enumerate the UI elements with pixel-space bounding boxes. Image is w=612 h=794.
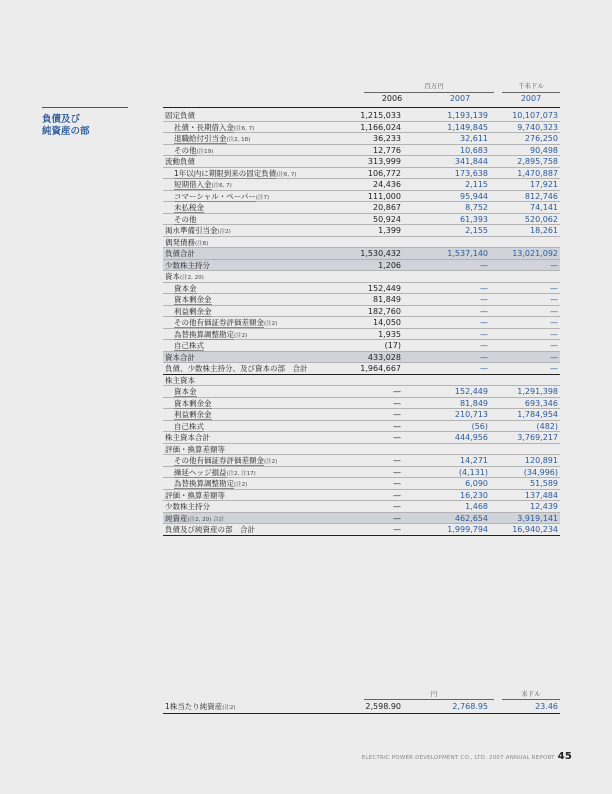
row-label: その他有価証券評価差額金(注2) [174, 318, 278, 327]
value-2007-yen: 14,271 [460, 456, 488, 465]
value-2007-yen: (4,131) [458, 467, 488, 477]
value-2007-usd: 2,895,758 [517, 157, 558, 166]
table-row [163, 467, 560, 479]
value-2006: 1,964,667 [360, 364, 401, 373]
value-2007-usd: 90,498 [530, 145, 558, 155]
row-label: 負債、少数株主持分、及び資本の部 合計 [165, 364, 308, 373]
value-2007-usd: 18,261 [530, 226, 558, 235]
table-row [163, 363, 560, 375]
table-row [163, 248, 560, 260]
value-2007-usd: — [550, 329, 558, 339]
page-footer [362, 751, 572, 762]
value-2007-usd: 137,484 [524, 490, 558, 500]
value-2007-yen: 32,611 [460, 134, 488, 143]
table-row [163, 122, 560, 134]
per-share-unit-yen: 円 [430, 690, 438, 698]
value-2007-usd: 520,062 [524, 214, 558, 224]
value-2007-yen: 8,752 [465, 203, 488, 212]
value-2006: 14,050 [373, 318, 401, 327]
value-2006: 24,436 [373, 180, 401, 189]
section-title-line-1: 負債及び [42, 114, 81, 125]
value-2007-usd: 51,589 [530, 479, 558, 488]
value-2007-yen: 2,115 [465, 180, 488, 189]
value-2007-yen: — [480, 295, 488, 304]
value-2007-usd: 17,921 [530, 180, 558, 189]
row-label: 社債・長期借入金(注6, 7) [174, 122, 255, 132]
value-2007-usd: 74,141 [530, 203, 558, 212]
value-2007-yen: — [480, 306, 488, 316]
value-2006: 1,399 [378, 226, 401, 235]
table-row [163, 145, 560, 157]
value-2006: 12,776 [373, 145, 401, 155]
table-row [163, 432, 560, 444]
value-2007-yen: (56) [471, 421, 488, 431]
value-2007-usd: — [550, 364, 558, 373]
value-2007-yen: 173,638 [454, 168, 488, 178]
row-label: 繰延ヘッジ損益(注2, 注17) [174, 467, 256, 477]
table-row [163, 317, 560, 329]
value-2006: 1,166,024 [360, 122, 401, 132]
row-label: 株主資本合計 [165, 433, 210, 442]
row-label: 流動負債 [165, 157, 195, 166]
per-share-2006: 2,598.90 [365, 702, 401, 711]
value-2006: 106,772 [367, 168, 401, 178]
value-2007-yen: 152,449 [454, 387, 488, 396]
value-2007-usd: 16,940,234 [512, 525, 558, 534]
table-row [163, 409, 560, 421]
value-2007-yen: 10,683 [460, 145, 488, 155]
table-row [163, 283, 560, 295]
value-2007-yen: 81,849 [460, 398, 488, 408]
row-label: 1年以内に期限到来の固定負債(注6, 7) [174, 168, 297, 178]
value-2007-yen: 1,468 [465, 502, 488, 511]
row-label: 渇水準備引当金(注2) [165, 226, 231, 235]
table-row [163, 478, 560, 490]
row-label: 短期借入金(注6, 7) [174, 180, 232, 189]
row-label: 評価・換算差額等 [165, 444, 225, 454]
value-2006: — [393, 410, 401, 419]
value-2007-usd: — [550, 341, 558, 350]
row-label: 退職給付引当金(注2, 18) [174, 134, 251, 143]
value-2006: 152,449 [367, 283, 401, 293]
unit-yen-rule [364, 92, 494, 93]
header-rule [163, 107, 560, 108]
page-number: 45 [557, 751, 572, 762]
value-2006: — [393, 387, 401, 396]
per-share-2007-usd: 23.46 [535, 702, 558, 711]
value-2007-usd: 1,470,887 [517, 168, 558, 178]
row-label: 評価・換算差額等 [165, 490, 225, 500]
value-2007-usd: 10,107,073 [512, 111, 558, 120]
value-2007-usd: — [550, 260, 558, 270]
value-2007-usd: — [550, 352, 558, 362]
table-row [163, 352, 560, 364]
row-label: 負債合計 [165, 249, 195, 258]
year-2007-yen-header: 2007 [449, 94, 471, 103]
value-2007-usd: 1,291,398 [517, 387, 558, 396]
per-share-row [163, 700, 560, 714]
value-2007-usd: 693,346 [524, 398, 558, 408]
row-label: 自己株式 [174, 421, 204, 431]
value-2007-usd: 3,919,141 [517, 513, 558, 523]
table-row [163, 375, 560, 387]
table-row [163, 421, 560, 433]
row-label: 少数株主持分 [165, 502, 210, 511]
value-2007-yen: 1,149,845 [447, 122, 488, 132]
unit-usd-header: 千米ドル [518, 82, 544, 90]
table-row [163, 501, 560, 513]
value-2006: — [393, 525, 401, 534]
table-row [163, 191, 560, 203]
value-2006: — [393, 502, 401, 511]
value-2006: 36,233 [373, 134, 401, 143]
value-2006: — [393, 421, 401, 431]
value-2007-yen: 210,713 [454, 410, 488, 419]
row-label: 資本剰余金 [174, 295, 212, 304]
row-label: その他(注19) [174, 145, 214, 155]
table-row [163, 455, 560, 467]
value-2007-yen: — [480, 318, 488, 327]
table-row [163, 398, 560, 410]
value-2007-yen: — [480, 329, 488, 339]
value-2007-yen: — [480, 352, 488, 362]
value-2007-usd: 276,250 [524, 134, 558, 143]
table-row [163, 329, 560, 341]
value-2007-usd: 1,784,954 [517, 410, 558, 419]
value-2006: 50,924 [373, 214, 401, 224]
value-2007-yen: — [480, 260, 488, 270]
value-2007-usd: — [550, 318, 558, 327]
row-label: コマーシャル・ペーパー(注7) [174, 191, 270, 201]
value-2006: — [393, 456, 401, 465]
value-2006: 433,028 [367, 352, 401, 362]
value-2006: 111,000 [367, 191, 401, 201]
row-label: 利益剰余金 [174, 410, 212, 419]
row-label: 資本(注2, 20) [165, 272, 204, 281]
table-row [163, 340, 560, 352]
value-2006: 1,530,432 [360, 249, 401, 258]
value-2007-yen: 95,944 [460, 191, 488, 201]
row-label: 少数株主持分 [165, 260, 210, 270]
value-2006: — [393, 479, 401, 488]
table-row [163, 110, 560, 122]
year-2006-header: 2006 [381, 94, 403, 103]
value-2007-yen: 61,393 [460, 214, 488, 224]
row-label: 偶発債務(注8) [165, 237, 209, 247]
value-2007-usd: (34,996) [523, 467, 558, 477]
value-2007-usd: 13,021,092 [512, 249, 558, 258]
row-label: 為替換算調整勘定(注2) [174, 329, 248, 339]
row-label: 自己株式 [174, 341, 204, 350]
value-2007-yen: — [480, 283, 488, 293]
value-2006: 1,935 [378, 329, 401, 339]
per-share-label: 1株当たり純資産(注2) [165, 702, 236, 711]
row-label: 負債及び純資産の部 合計 [165, 525, 255, 534]
row-label: 利益剰余金 [174, 306, 212, 316]
table-row [163, 168, 560, 180]
value-2007-usd: — [550, 295, 558, 304]
row-label: 資本合計 [165, 352, 195, 362]
value-2007-usd: — [550, 306, 558, 316]
table-row [163, 202, 560, 214]
table-row [163, 225, 560, 237]
value-2007-yen: 462,654 [454, 513, 488, 523]
section-title [42, 107, 128, 138]
table-row [163, 386, 560, 398]
value-2007-yen: 341,844 [454, 157, 488, 166]
row-label: 資本剰余金 [174, 398, 212, 408]
per-share-2007-yen: 2,768.95 [452, 702, 488, 711]
year-2007-usd-header: 2007 [520, 94, 542, 103]
value-2006: 182,760 [367, 306, 401, 316]
value-2006: 1,206 [378, 260, 401, 270]
value-2007-usd: 12,439 [530, 502, 558, 511]
value-2007-yen: 1,537,140 [447, 249, 488, 258]
unit-usd-rule [502, 92, 560, 93]
value-2006: (17) [384, 341, 401, 350]
value-2007-yen: — [480, 341, 488, 350]
row-label: 純資産(注2, 20) 合計 [165, 513, 225, 523]
value-2006: 20,867 [373, 203, 401, 212]
row-label: 株主資本 [165, 375, 195, 385]
value-2006: — [393, 490, 401, 500]
row-label: 未払税金 [174, 203, 204, 212]
unit-yen-header: 百万円 [424, 82, 444, 90]
value-2006: — [393, 513, 401, 523]
balance-sheet-table [163, 110, 560, 536]
value-2007-usd: (482) [536, 421, 558, 431]
table-row [163, 179, 560, 191]
value-2006: — [393, 433, 401, 442]
row-label: 資本金 [174, 387, 197, 396]
value-2006: 1,215,033 [360, 111, 401, 120]
footer-text: ELECTRIC POWER DEVELOPMENT CO., LTD. 2007 ANNUAL REPORT [361, 755, 555, 761]
table-row [163, 490, 560, 502]
value-2006: — [393, 467, 401, 477]
value-2007-yen: 16,230 [460, 490, 488, 500]
value-2007-yen: 1,999,794 [447, 525, 488, 534]
table-row [163, 260, 560, 272]
row-label: 固定負債 [165, 111, 195, 120]
table-row [163, 294, 560, 306]
row-label: その他 [174, 214, 197, 224]
table-row [163, 156, 560, 168]
table-row [163, 524, 560, 536]
table-row [163, 444, 560, 456]
value-2007-yen: 2,155 [465, 226, 488, 235]
table-row [163, 133, 560, 145]
value-2006: — [393, 398, 401, 408]
row-label: 資本金 [174, 283, 197, 293]
value-2007-yen: 6,090 [465, 479, 488, 488]
table-row [163, 306, 560, 318]
value-2007-usd: — [550, 283, 558, 293]
table-row [163, 237, 560, 249]
value-2007-usd: 812,746 [524, 191, 558, 201]
value-2007-usd: 120,891 [524, 456, 558, 465]
row-label: その他有価証券評価差額金(注2) [174, 456, 278, 465]
value-2007-usd: 9,740,323 [517, 122, 558, 132]
row-label: 為替換算調整勘定(注2) [174, 479, 248, 488]
table-row [163, 513, 560, 525]
value-2007-yen: 1,193,139 [447, 111, 488, 120]
section-title-line-2: 純資産の部 [42, 126, 90, 137]
value-2006: 81,849 [373, 295, 401, 304]
table-row [163, 271, 560, 283]
value-2007-usd: 3,769,217 [517, 433, 558, 442]
value-2007-yen: — [480, 364, 488, 373]
per-share-unit-usd: 米ドル [521, 690, 541, 698]
value-2007-yen: 444,956 [454, 433, 488, 442]
table-row [163, 214, 560, 226]
value-2006: 313,999 [367, 157, 401, 166]
